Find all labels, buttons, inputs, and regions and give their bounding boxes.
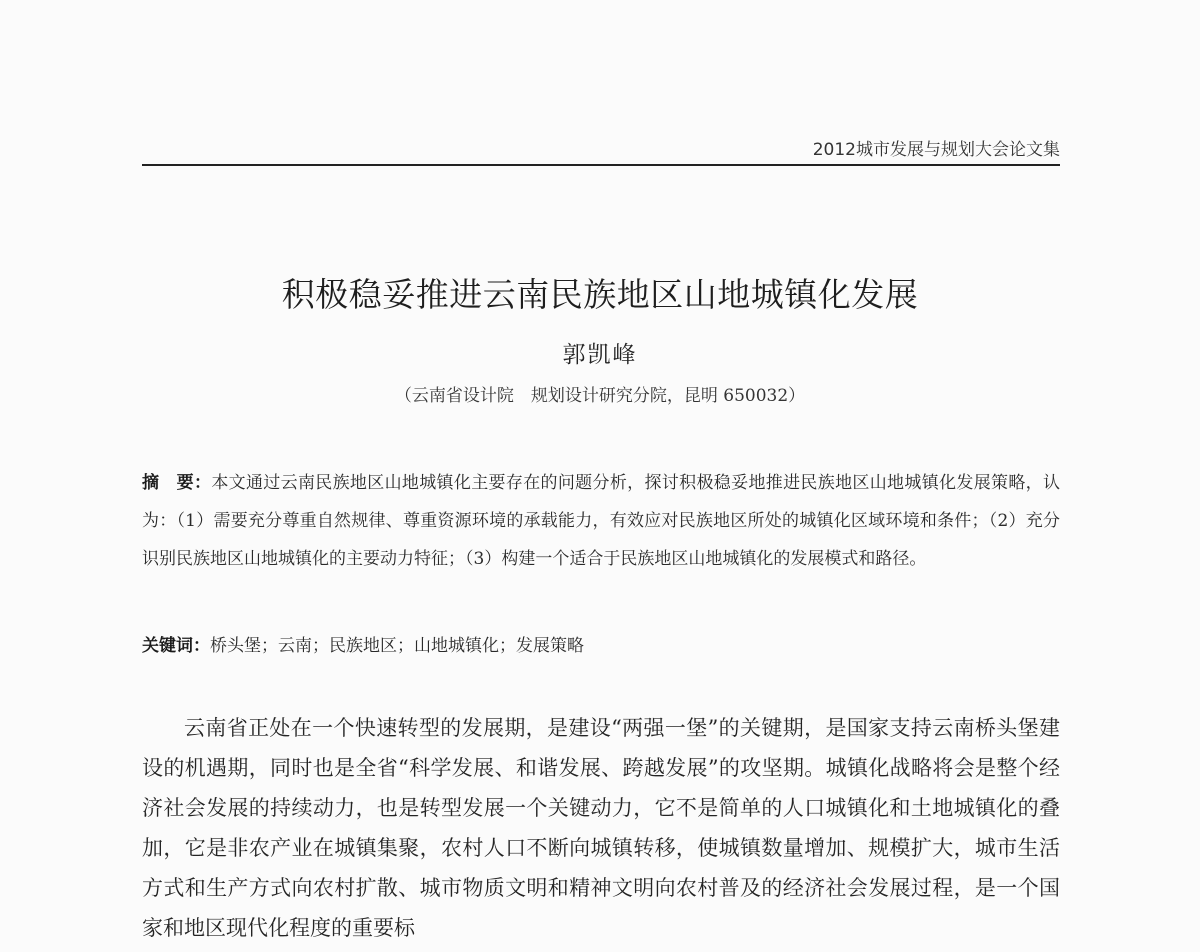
author-affiliation: （云南省设计院 规划设计研究分院，昆明 650032） [394,386,806,406]
abstract-text: 本文通过云南民族地区山地城镇化主要存在的问题分析，探讨积极稳妥地推进民族地区山地城镇化发展策略，认为：（1）需要充分尊重自然规律、尊重资源环境的承载能力，有效应对民族地区所处的城镇化区域环境和条件；（2）充分识别民族地区山地城镇化的主要动力特征；（3）构建一个适合于民族地区山地城镇化的发展模式和路径。 [142,473,1061,569]
running-header: 2012城市发展与规划大会论文集 [812,140,1060,160]
paper-title: 积极稳妥推进云南民族地区山地城镇化发展 [281,275,919,314]
abstract [142,464,1060,578]
keywords [142,628,1060,664]
abstract-label: 摘 要： [142,473,212,493]
header-rule [142,164,1060,166]
author-name: 郭凯峰 [562,342,638,368]
keywords-label: 关键词： [142,636,210,656]
body-paragraph: 云南省正处在一个快速转型的发展期，是建设“两强一堡”的关键期，是国家支持云南桥头堡建设的机遇期，同时也是全省“科学发展、和谐发展、跨越发展”的攻坚期。城镇化战略将会是整个经济社会发展的持续动力，也是转型发展一个关键动力，它不是简单的人口城镇化和土地城镇化的叠加，它是非农产业在城镇集聚，农村人口不断向城镇转移，使城镇数量增加、规模扩大，城市生活方式和生产方式向农村扩散、城市物质文明和精神文明向农村普及的经济社会发展过程，是一个国家和地区现代化程度的重要标 [142,716,1060,940]
keywords-text: 桥头堡；云南；民族地区；山地城镇化；发展策略 [210,636,584,656]
